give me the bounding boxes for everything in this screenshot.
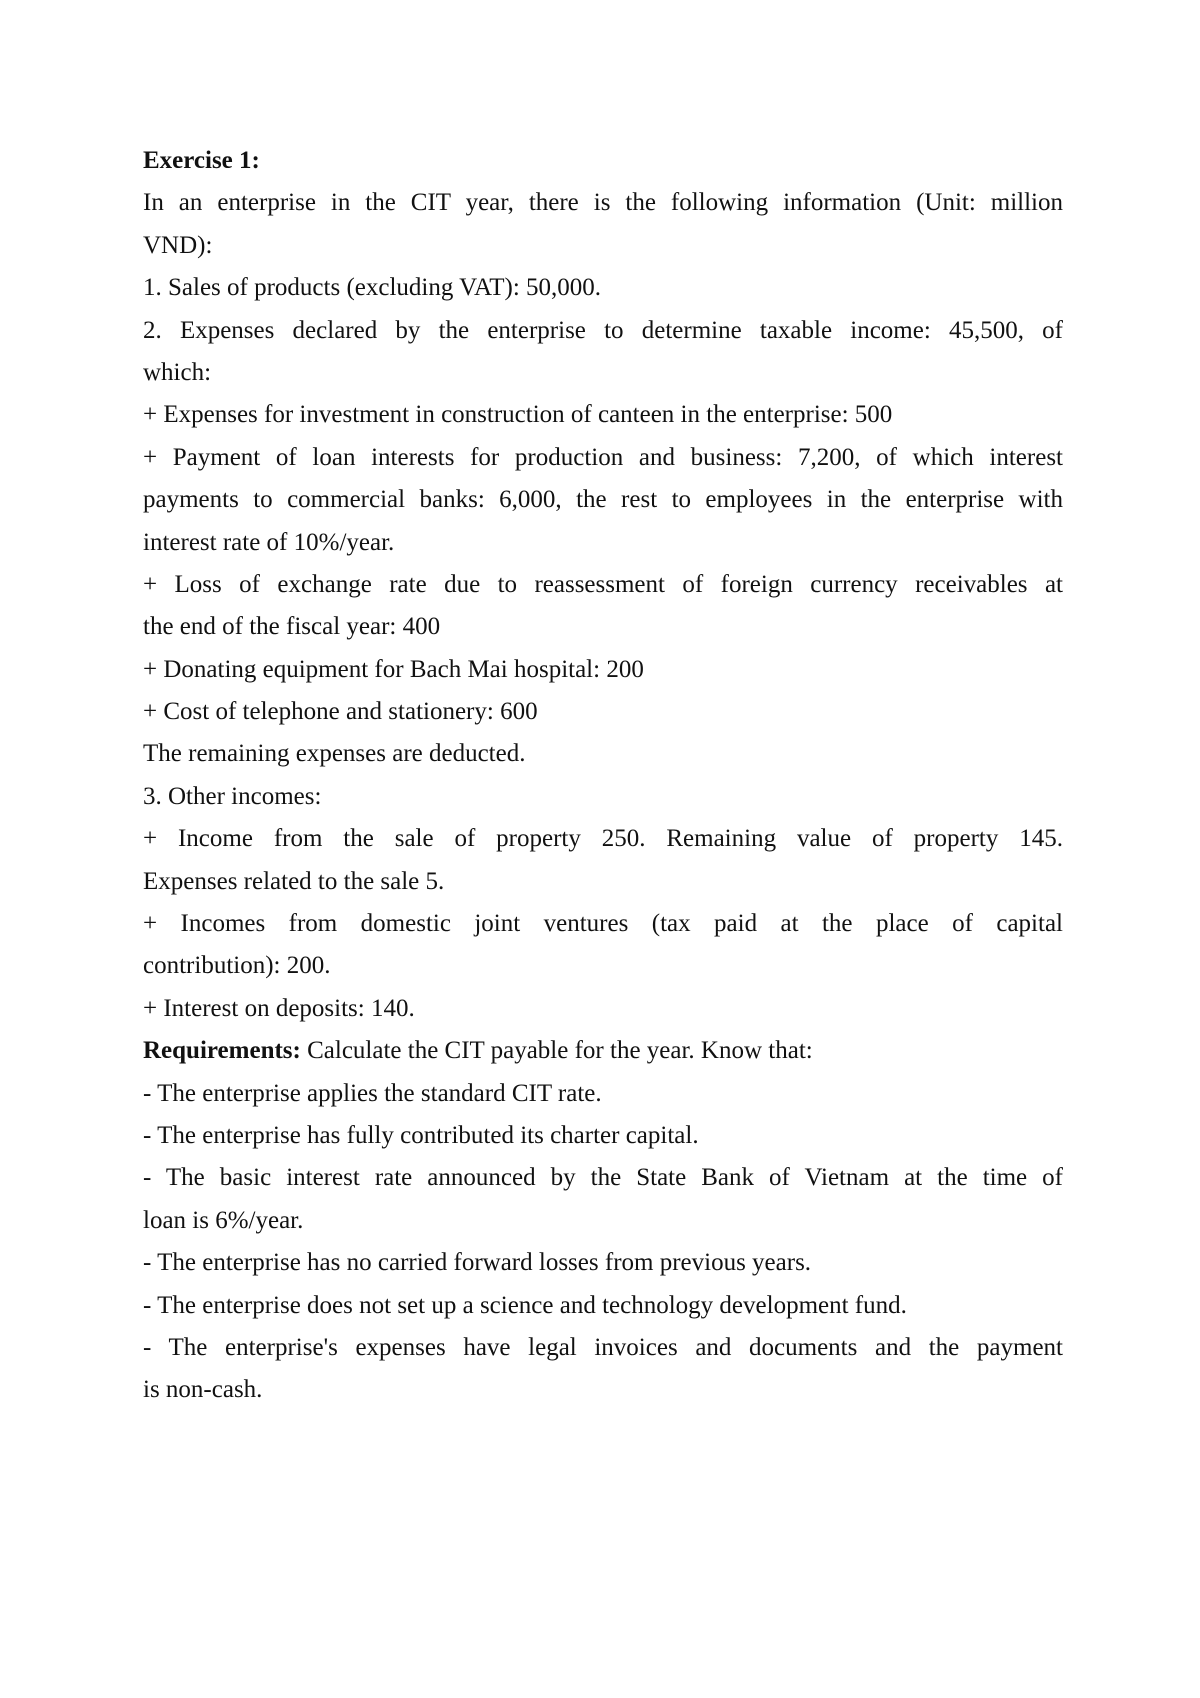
income-joint-venture-line-1: + Incomes from domestic joint ventures (tax paid at the place of capital — [143, 910, 1063, 938]
expense-canteen: + Expenses for investment in construction of canteen in the enterprise: 500 — [143, 401, 893, 429]
income-deposits: + Interest on deposits: 140. — [143, 994, 415, 1022]
condition-interest-rate-line-2: loan is 6%/year. — [143, 1206, 304, 1234]
item-other-incomes: 3. Other incomes: — [143, 782, 322, 810]
expense-loan-line-3: interest rate of 10%/year. — [143, 528, 395, 556]
intro-line-2: VND): — [143, 231, 213, 259]
condition-no-losses: - The enterprise has no carried forward losses from previous years. — [143, 1249, 812, 1277]
condition-interest-rate-line-1: - The basic interest rate announced by the State Bank of Vietnam at the time of — [143, 1164, 1063, 1192]
document-body — [143, 140, 1063, 1412]
requirements-text: Calculate the CIT payable for the year. Know that: — [300, 1037, 813, 1065]
expense-loan-line-1: + Payment of loan interests for production and business: 7,200, of which interest — [143, 443, 1063, 471]
income-joint-venture-line-2: contribution): 200. — [143, 952, 331, 980]
item-expenses-line-2: which: — [143, 358, 212, 386]
intro-line-1: In an enterprise in the CIT year, there is the following information (Unit: million — [143, 189, 1063, 217]
income-property-line-1: + Income from the sale of property 250. Remaining value of property 145. — [143, 825, 1063, 853]
item-sales: 1. Sales of products (excluding VAT): 50,000. — [143, 274, 602, 302]
exercise-title: Exercise 1: — [143, 147, 260, 174]
requirements-line — [143, 1030, 1063, 1072]
income-property-line-2: Expenses related to the sale 5. — [143, 867, 445, 895]
remaining-expenses: The remaining expenses are deducted. — [143, 740, 526, 768]
condition-cit-rate: - The enterprise applies the standard CIT rate. — [143, 1079, 602, 1107]
condition-no-fund: - The enterprise does not set up a science and technology development fund. — [143, 1291, 907, 1319]
condition-invoices-line-2: is non-cash. — [143, 1376, 263, 1404]
requirements-label: Requirements: — [143, 1037, 301, 1065]
expense-exchange-line-1: + Loss of exchange rate due to reassessment of foreign currency receivables at — [143, 570, 1063, 598]
item-expenses-line-1: 2. Expenses declared by the enterprise to determine taxable income: 45,500, of — [143, 316, 1063, 344]
expense-loan-line-2: payments to commercial banks: 6,000, the rest to employees in the enterprise with — [143, 486, 1063, 514]
condition-charter-capital: - The enterprise has fully contributed its charter capital. — [143, 1121, 699, 1149]
expense-donation: + Donating equipment for Bach Mai hospital: 200 — [143, 655, 644, 683]
expense-telephone: + Cost of telephone and stationery: 600 — [143, 698, 538, 726]
condition-invoices-line-1: - The enterprise's expenses have legal invoices and documents and the payment — [143, 1333, 1063, 1361]
expense-exchange-line-2: the end of the fiscal year: 400 — [143, 613, 441, 641]
